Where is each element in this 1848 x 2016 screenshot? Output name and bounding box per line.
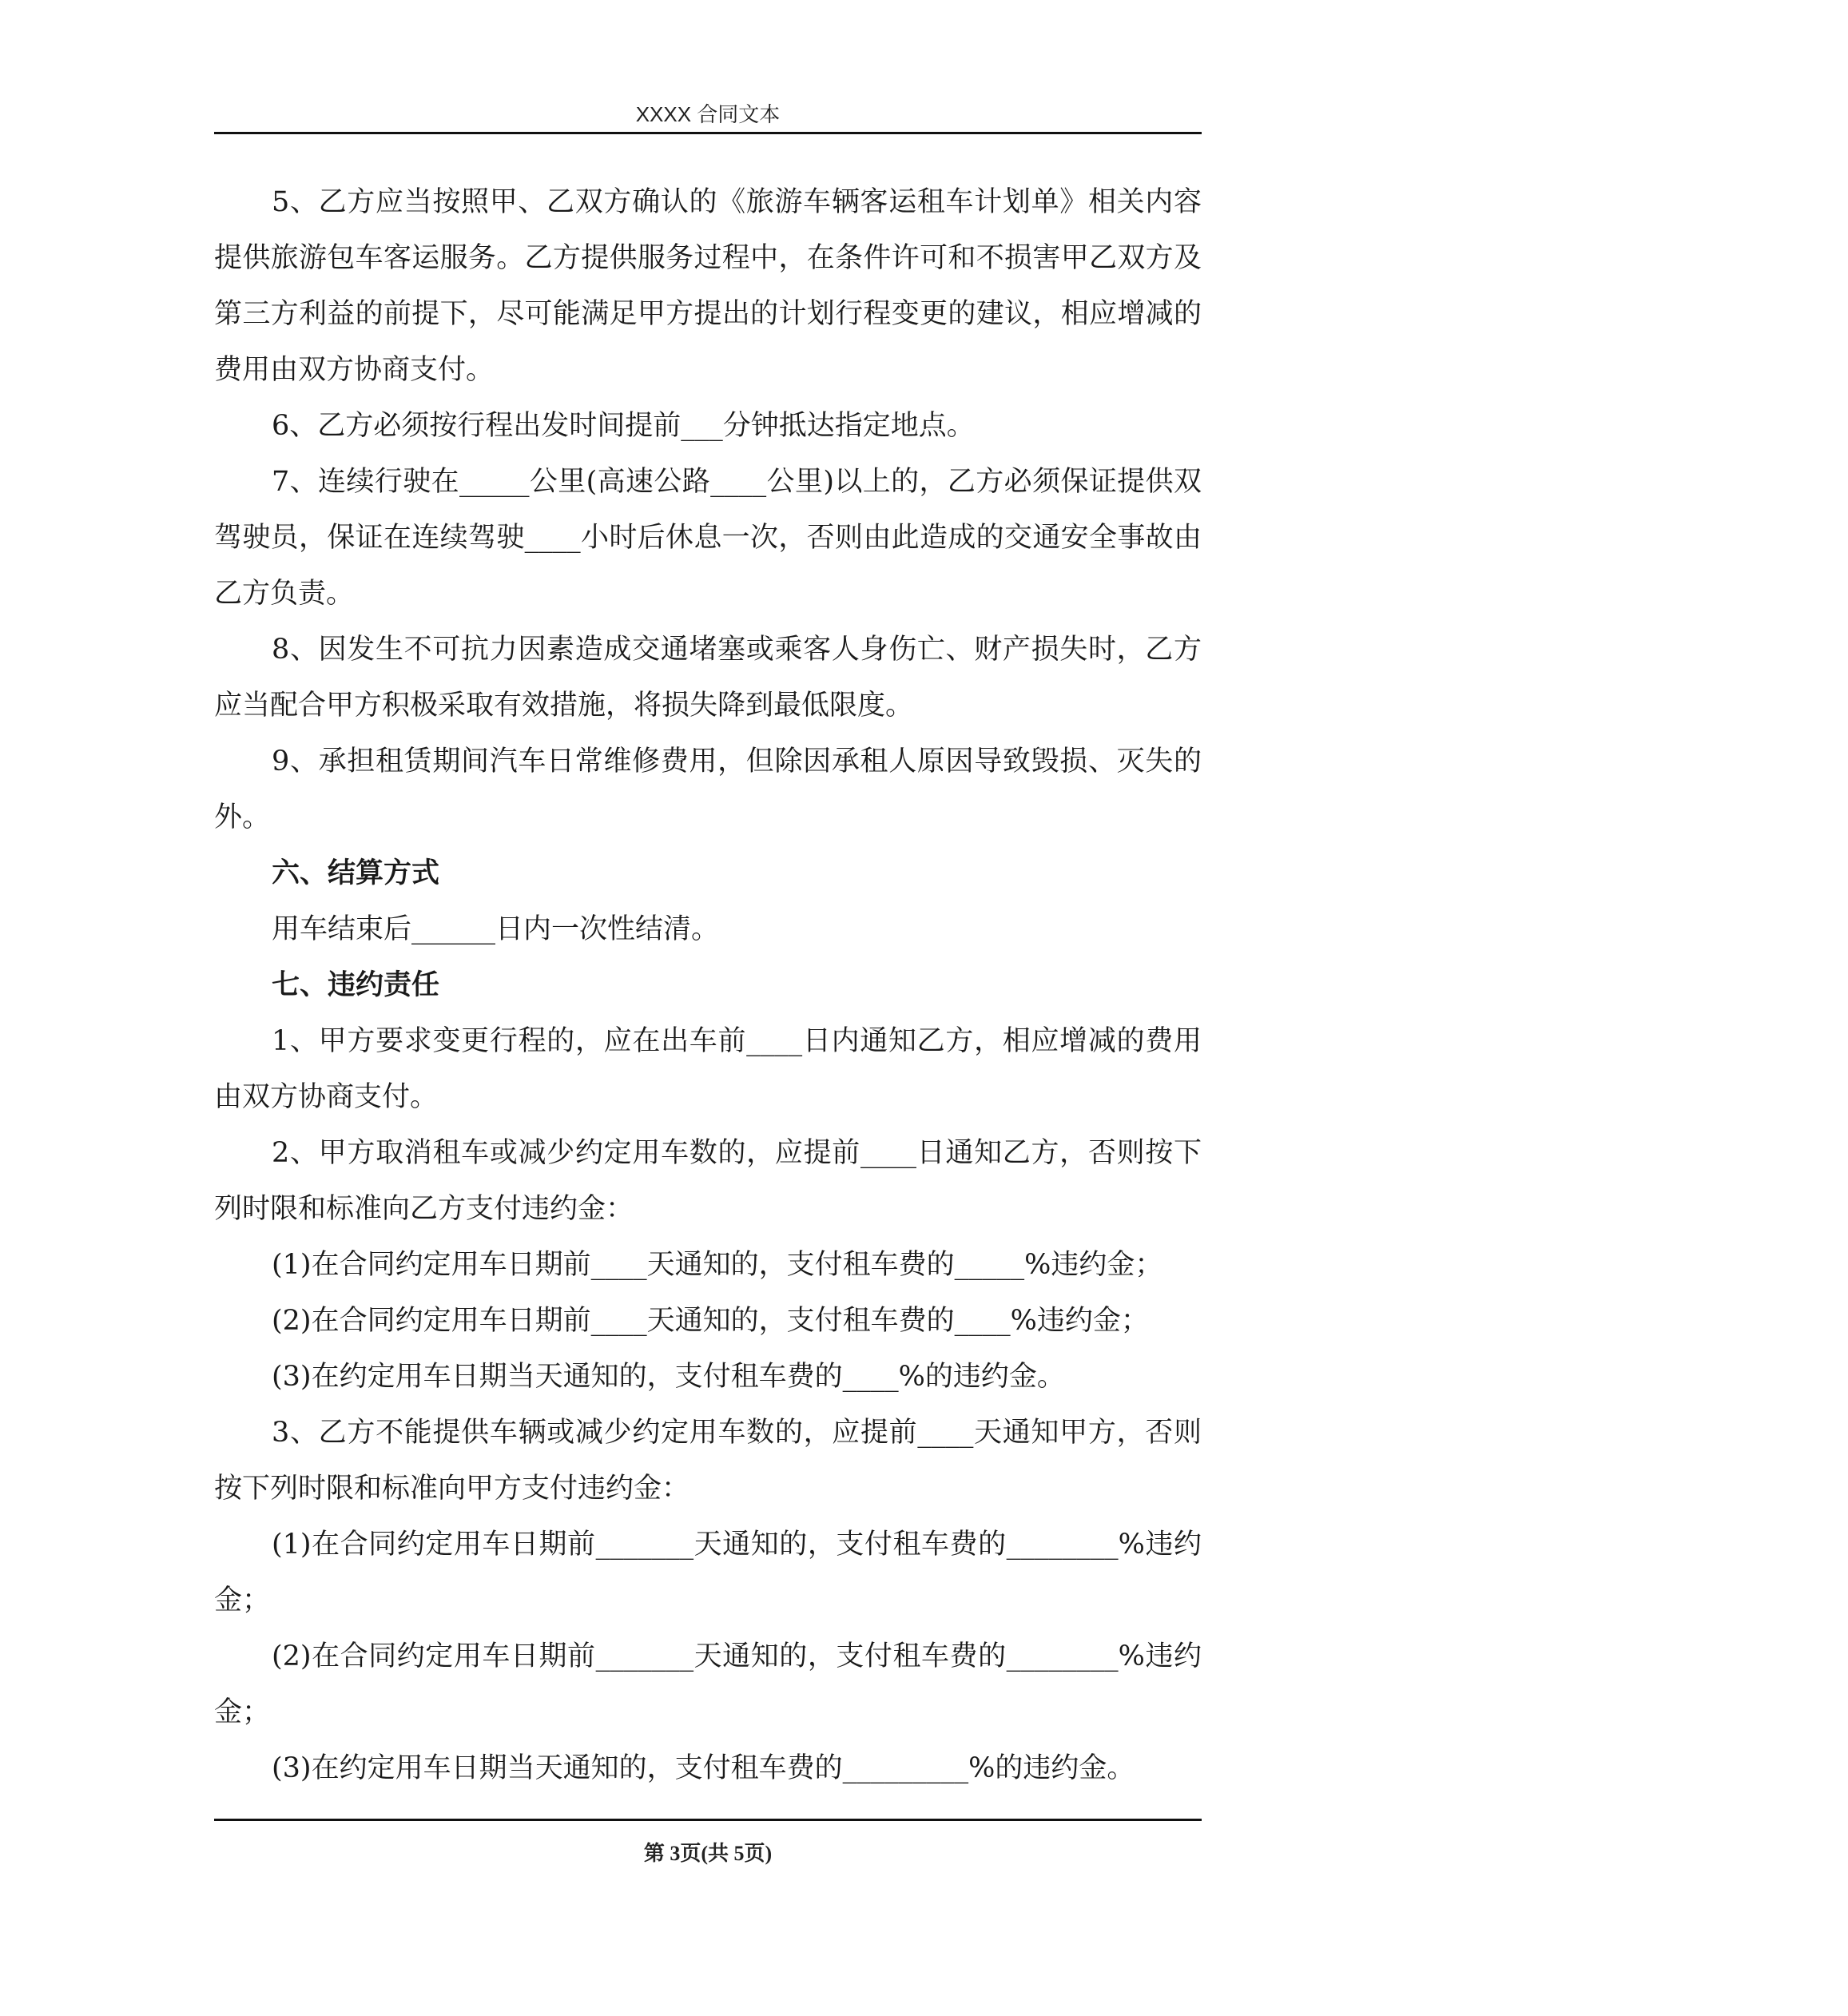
breach-clause-3-item-3: (3)在约定用车日期当天通知的，支付租车费的_________%的违约金。 — [272, 1752, 1135, 1784]
breach-clause-3: 3、乙方不能提供车辆或减少约定用车数的，应提前____天通知甲方，否则按下列时限和标准向甲方支付违约金： — [214, 1417, 1202, 1505]
section-heading-breach: 七、违约责任 — [272, 969, 440, 1001]
document-body — [214, 174, 1202, 1796]
clause-8: 8、因发生不可抗力因素造成交通堵塞或乘客人身伤亡、财产损失时，乙方应当配合甲方积极采取有效措施，将损失降到最低限度。 — [214, 634, 1202, 722]
header-title: XXXX 合同文本 — [635, 102, 781, 126]
page-number: 第 3页(共 5页) — [643, 1842, 773, 1865]
section-heading-settlement: 六、结算方式 — [272, 857, 440, 889]
breach-clause-3-item-2: (2)在合同约定用车日期前_______天通知的，支付租车费的________%违约金； — [214, 1640, 1202, 1728]
breach-clause-1: 1、甲方要求变更行程的，应在出车前____日内通知乙方，相应增减的费用由双方协商支付。 — [214, 1025, 1202, 1113]
clause-6: 6、乙方必须按行程出发时间提前___分钟抵达指定地点。 — [272, 410, 975, 442]
breach-clause-2-item-3: (3)在约定用车日期当天通知的，支付租车费的____%的违约金。 — [272, 1361, 1065, 1393]
breach-clause-2: 2、甲方取消租车或减少约定用车数的，应提前____日通知乙方，否则按下列时限和标准向乙方支付违约金： — [214, 1137, 1202, 1225]
footer-divider — [214, 1819, 1202, 1821]
breach-clause-2-item-1: (1)在合同约定用车日期前____天通知的，支付租车费的_____%违约金； — [272, 1249, 1163, 1281]
header-divider — [214, 132, 1202, 134]
breach-clause-2-item-2: (2)在合同约定用车日期前____天通知的，支付租车费的____%违约金； — [272, 1305, 1149, 1337]
clause-7: 7、连续行驶在_____公里(高速公路____公里)以上的，乙方必须保证提供双驾驶员，保证在连续驾驶____小时后休息一次，否则由此造成的交通安全事故由乙方负责。 — [214, 466, 1202, 610]
breach-clause-3-item-1: (1)在合同约定用车日期前_______天通知的，支付租车费的________%违约金； — [214, 1529, 1202, 1616]
clause-9: 9、承担租赁期间汽车日常维修费用，但除因承租人原因导致毁损、灭失的外。 — [214, 746, 1202, 833]
clause-5: 5、乙方应当按照甲、乙双方确认的《旅游车辆客运租车计划单》相关内容提供旅游包车客运服务。乙方提供服务过程中，在条件许可和不损害甲乙双方及第三方利益的前提下，尽可能满足甲方提出的计划行程变更的建议，相应增减的费用由双方协商支付。 — [214, 186, 1202, 386]
settlement-clause: 用车结束后______日内一次性结清。 — [272, 913, 720, 945]
